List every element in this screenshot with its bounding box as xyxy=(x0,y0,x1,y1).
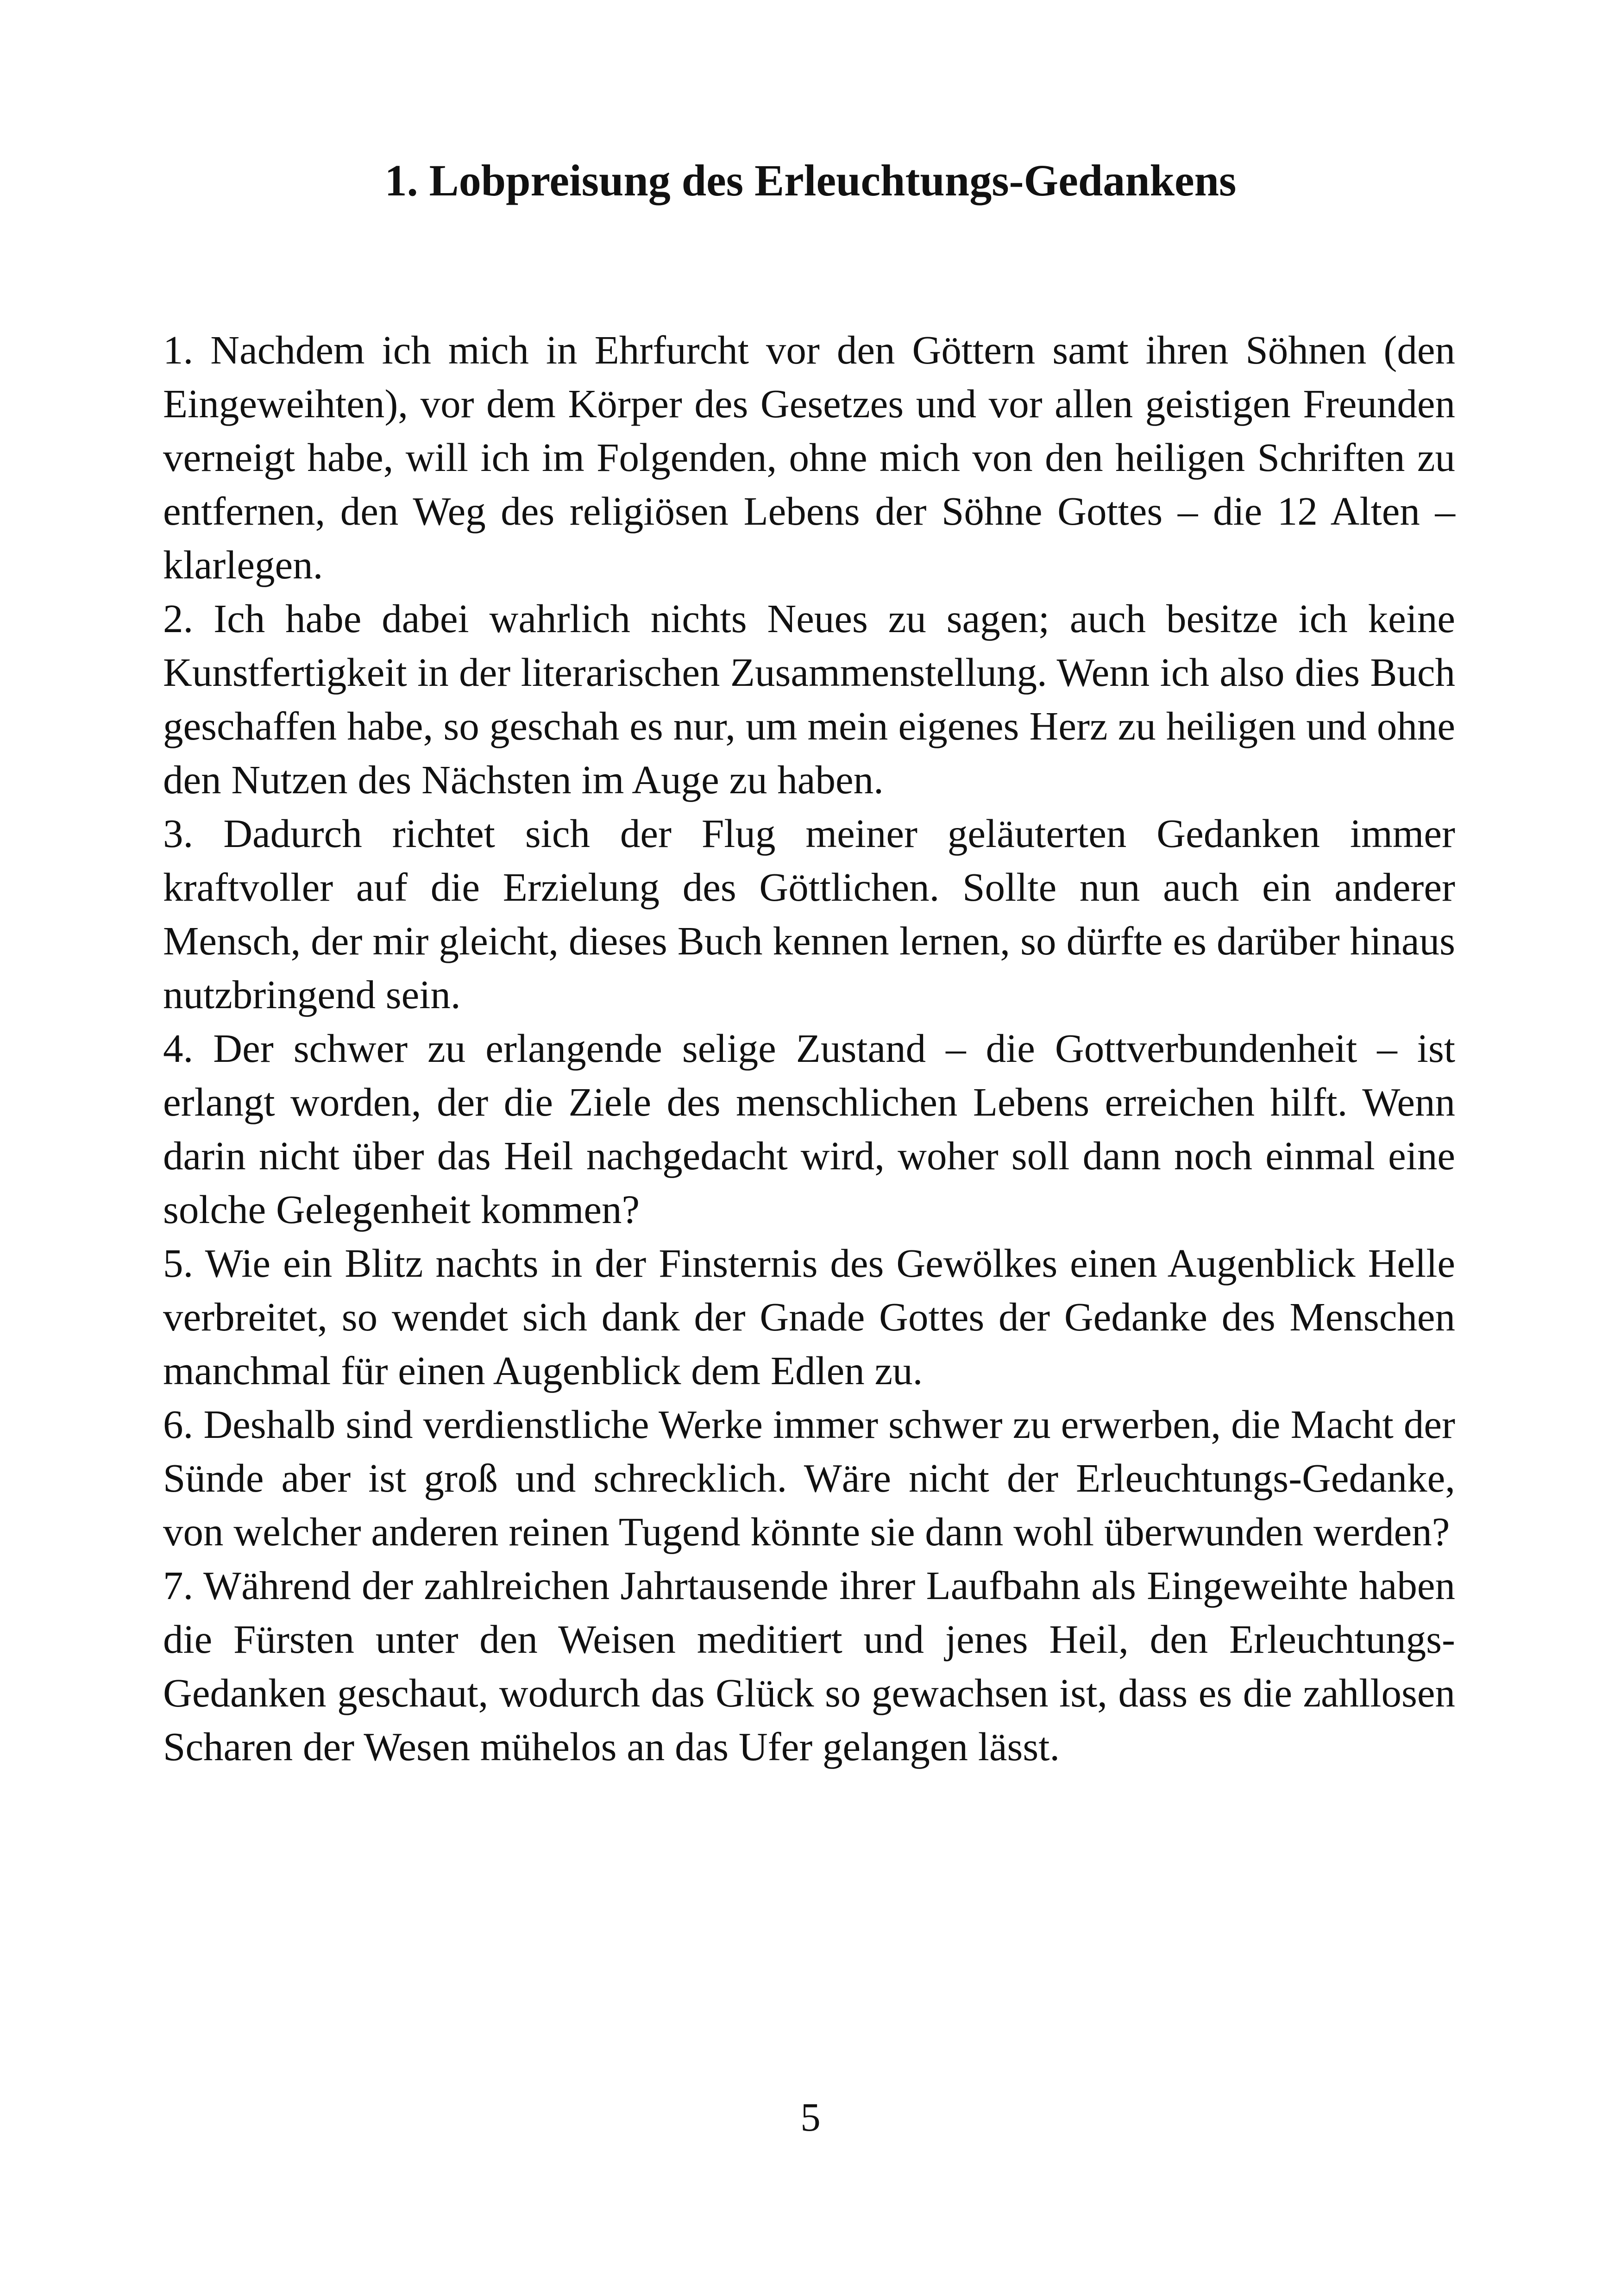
body-text xyxy=(163,323,1455,1774)
paragraph-1: 1. Nachdem ich mich in Ehrfurcht vor den Göttern samt ihren Söhnen (den Eingeweihten), vor dem Körper des Gesetzes und vor allen geistigen Freunden verneigt habe, will ich im Folgenden, ohne mich von den heiligen Schriften zu entfernen, den Weg des religiösen Lebens der Söhne Gottes – die 12 Alten – klarlegen. xyxy=(163,327,1455,587)
paragraph-3: 3. Dadurch richtet sich der Flug meiner geläuterten Gedanken immer kraftvoller auf die Erzielung des Göttlichen. Sollte nun auch ein anderer Mensch, der mir gleicht, dieses Buch kennen lernen, so dürfte es darüber hinaus nutzbringend sein. xyxy=(163,811,1455,1017)
paragraph-2: 2. Ich habe dabei wahrlich nichts Neues zu sagen; auch besitze ich keine Kunstfertigkeit in der literarischen Zusammenstellung. Wenn ich also dies Buch geschaffen habe, so geschah es nur, um mein eigenes Herz zu heiligen und ohne den Nutzen des Nächsten im Auge zu haben. xyxy=(163,596,1455,802)
chapter-title: 1. Lobpreisung des Erleuchtungs-Gedankens xyxy=(384,156,1237,205)
paragraph-6: 6. Deshalb sind verdienstliche Werke immer schwer zu erwerben, die Macht der Sünde aber ist groß und schrecklich. Wäre nicht der Erleuchtungs-Gedanke, von welcher anderen reinen Tugend könnte sie dann wohl überwunden werden? xyxy=(163,1402,1455,1554)
paragraph-5: 5. Wie ein Blitz nachts in der Finsternis des Gewölkes einen Augenblick Helle verbreitet, so wendet sich dank der Gnade Gottes der Gedanke des Menschen manchmal für einen Augenblick dem Edlen zu. xyxy=(163,1241,1455,1393)
paragraph-4: 4. Der schwer zu erlangende selige Zustand – die Gottverbundenheit – ist erlangt worden, der die Ziele des menschlichen Lebens erreichen hilft. Wenn darin nicht über das Heil nachgedacht wird, woher soll dann noch einmal eine solche Gelegenheit kommen? xyxy=(163,1026,1455,1232)
page-number: 5 xyxy=(800,2095,821,2139)
paragraph-7: 7. Während der zahlreichen Jahrtausende ihrer Laufbahn als Eingeweihte haben die Fürsten unter den Weisen meditiert und jenes Heil, den Erleuchtungs-Gedanken geschaut, wodurch das Glück so gewachsen ist, dass es die zahllosen Scharen der Wesen mühelos an das Ufer gelangen lässt. xyxy=(163,1563,1455,1769)
